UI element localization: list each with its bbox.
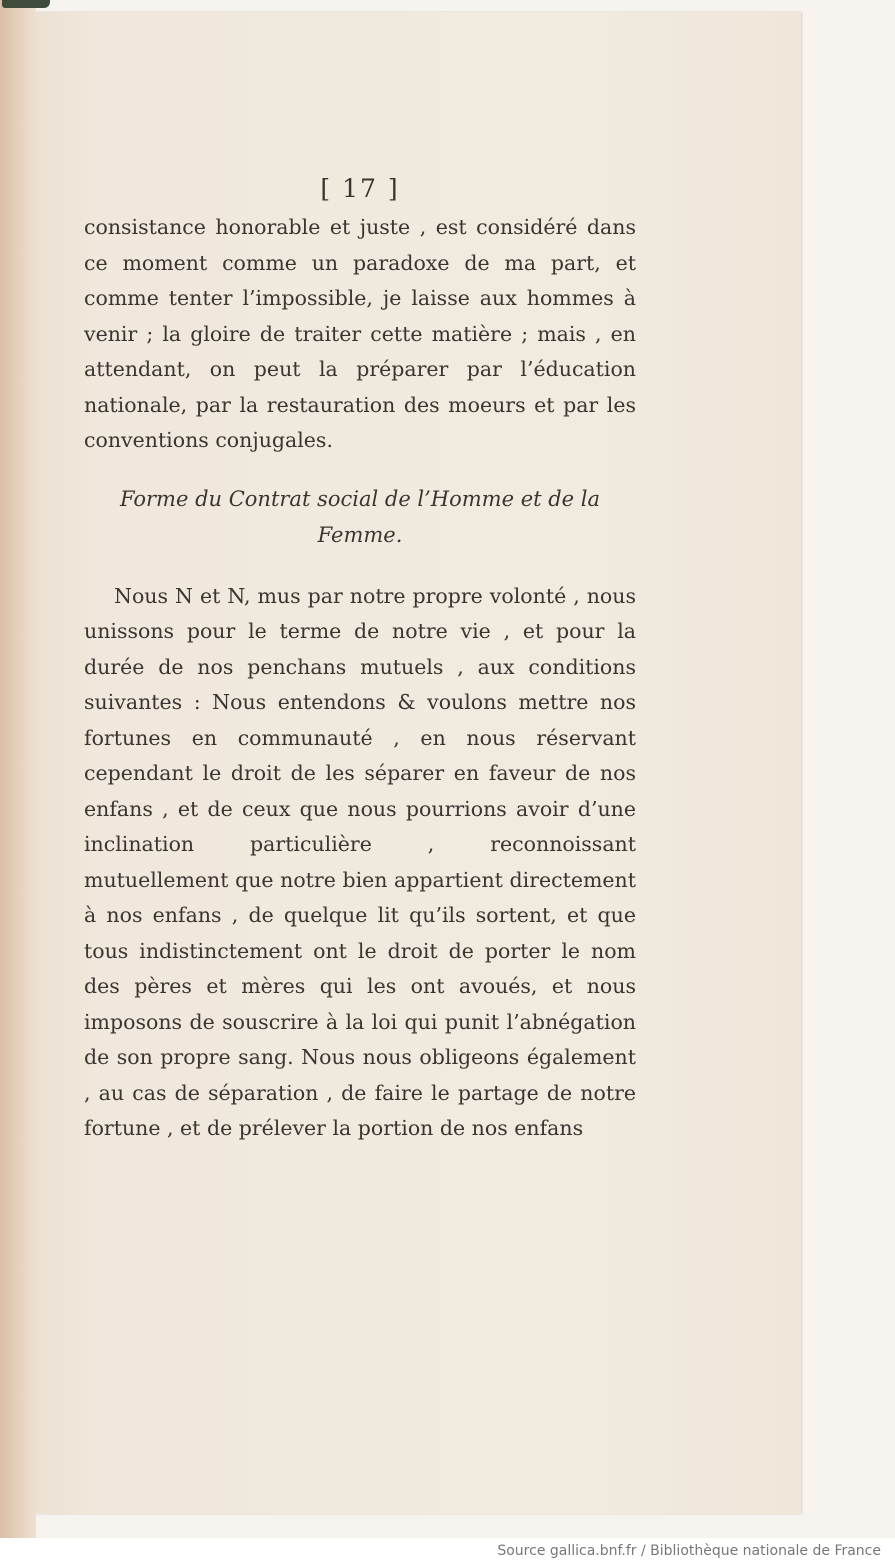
footer-bar (0, 1538, 895, 1566)
source-credit: Source gallica.bnf.fr / Bibliothèque nationale de France (497, 1543, 881, 1559)
contract-paragraph: Nous N et N, mus par notre propre volonté , nous unissons pour le terme de notre vie , et pour la durée de nos penchans mutuels , aux conditions suivantes : Nous entendons & voulons mettre nos fortunes en communauté , en nous réservant cependant le droit de les séparer en faveur de nos enfans , et de ceux que nous pourrions avoir d’une inclination particulière , reconnoissant mutuellement que notre bien appartient directement à nos enfans , de quelque lit qu’ils sortent, et que tous indistinctement ont le droit de porter le nom des pères et mères qui les ont avoués, et nous imposons de souscrire à la loi qui punit l’abnégation de son propre sang. Nous nous obligeons également , au cas de séparation , de faire le partage de notre fortune , et de prélever la portion de nos enfans (84, 583, 636, 1140)
book-binding-edge (0, 0, 36, 1538)
page-number: [ 17 ] (320, 174, 400, 203)
page-text (84, 172, 636, 1147)
bookmark-ribbon (2, 0, 50, 8)
paragraph-continued: consistance honorable et juste , est considéré dans ce moment comme un paradoxe de ma part, et comme tenter l’impossible, je laisse aux hommes à venir ; la gloire de traiter cette matière ; mais , en attendant, on peut la préparer par l’éducation nationale, par la restauration des moeurs et par les conventions conjugales. (84, 215, 636, 452)
book-page (36, 12, 801, 1514)
section-title: Forme du Contrat social de l’Homme et de la Femme. (119, 486, 601, 547)
